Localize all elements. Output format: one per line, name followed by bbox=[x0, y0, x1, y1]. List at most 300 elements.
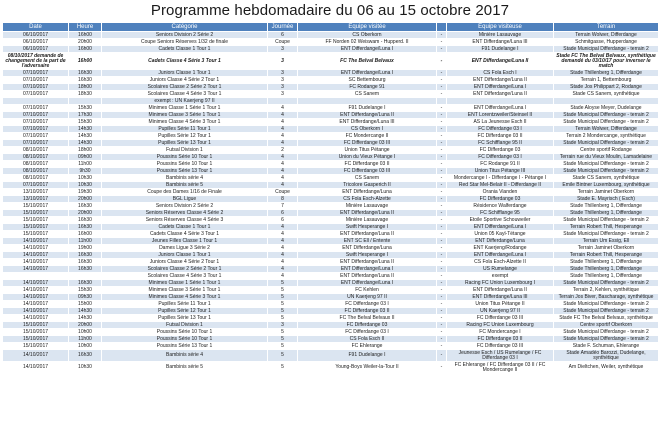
cell-separator: - bbox=[437, 105, 447, 112]
cell-time: 16h30 bbox=[69, 280, 102, 287]
cell-separator: - bbox=[437, 266, 447, 273]
cell-date: 14/10/2017 bbox=[3, 266, 69, 273]
cell-home-team bbox=[298, 98, 437, 105]
table-row bbox=[3, 315, 659, 322]
cell-home-team: FC Differdange 03 I bbox=[298, 329, 437, 336]
cell-time: 16h30 bbox=[69, 203, 102, 210]
cell-venue: Stade Thillenberg 1, Differdange bbox=[554, 259, 659, 266]
cell-date: 07/10/2017 bbox=[3, 91, 69, 98]
cell-round: 4 bbox=[268, 259, 298, 266]
cell-category: Juniors Classe 1 Tour 1 bbox=[102, 252, 268, 259]
cell-time: 14h30 bbox=[69, 126, 102, 133]
cell-round: 4 bbox=[268, 140, 298, 147]
cell-category: exempt : UN Kaerjeng 97 II bbox=[102, 98, 268, 105]
cell-round: 5 bbox=[268, 329, 298, 336]
cell-separator: - bbox=[437, 217, 447, 224]
cell-date: 14/10/2017 bbox=[3, 280, 69, 287]
cell-away-team: FC Differdange 03 bbox=[447, 147, 554, 154]
cell-category: Bambinis série 5 bbox=[102, 362, 268, 374]
cell-category: Jeunes Filles Classe 1 Tour 1 bbox=[102, 238, 268, 245]
cell-away-team: US Rumelange bbox=[447, 266, 554, 273]
cell-category: Seniors Division 2 Série 2 bbox=[102, 32, 268, 39]
cell-venue: Terrain 2 Mondercange, synthétique bbox=[554, 133, 659, 140]
cell-category: Bambinis série 5 bbox=[102, 182, 268, 189]
cell-venue: Stade FC The Belval Belvaux, synthétique bbox=[554, 315, 659, 322]
cell-away-team: ENT Lorentzweiler/Steinsel II bbox=[447, 112, 554, 119]
cell-date: 15/10/2017 bbox=[3, 329, 69, 336]
cell-round: Coupe bbox=[268, 39, 298, 46]
table-row bbox=[3, 231, 659, 238]
cell-venue: Stade Amadéo Barozzi, Dudelange, synthétique bbox=[554, 350, 659, 362]
table-row bbox=[3, 140, 659, 147]
cell-venue: Stade Municipal Differdange - terrain 2 bbox=[554, 112, 659, 119]
cell-separator: - bbox=[437, 84, 447, 91]
cell-separator: - bbox=[437, 189, 447, 196]
table-row bbox=[3, 84, 659, 91]
cell-date bbox=[3, 273, 69, 280]
cell-date: 07/10/2017 bbox=[3, 105, 69, 112]
cell-round: 3 bbox=[268, 322, 298, 329]
cell-home-team: Swift Hesperange I bbox=[298, 252, 437, 259]
cell-venue: Stade Municipal Differdange - terrain 2 bbox=[554, 308, 659, 315]
cell-category: Poussins Série 10 Tour 1 bbox=[102, 154, 268, 161]
cell-separator: - bbox=[437, 273, 447, 280]
cell-date: 07/10/2017 bbox=[3, 182, 69, 189]
cell-away-team: ENT Differdange/Luna I bbox=[447, 252, 554, 259]
table-row bbox=[3, 175, 659, 182]
cell-home-team: ENT Differdange/Luna II bbox=[298, 273, 437, 280]
cell-home-team: CS Oberkorn I bbox=[298, 126, 437, 133]
cell-time: 15h30 bbox=[69, 105, 102, 112]
cell-venue: Am Dieltchen, Weiler, synthétique bbox=[554, 362, 659, 374]
cell-venue: Stade Municipal Differdange - terrain 2 bbox=[554, 119, 659, 126]
cell-category: Minimes Classe 3 Série 1 Tour 1 bbox=[102, 112, 268, 119]
cell-category: Minimes Classe 3 Série 1 Tour 1 bbox=[102, 287, 268, 294]
table-row bbox=[3, 112, 659, 119]
cell-round: 4 bbox=[268, 245, 298, 252]
column-header-separator bbox=[437, 23, 447, 32]
cell-round: 4 bbox=[268, 182, 298, 189]
column-header-category: Catégorie bbox=[102, 23, 268, 32]
cell-home-team: ENT Differdange/Luna II bbox=[298, 112, 437, 119]
cell-separator: - bbox=[437, 280, 447, 287]
cell-home-team: Young-Boys Weiler-la-Tour II bbox=[298, 362, 437, 374]
column-header-home-team: Equipe visitée bbox=[298, 23, 437, 32]
cell-away-team: CS Fola Esch I bbox=[447, 70, 554, 77]
cell-date: 06/10/2017 bbox=[3, 32, 69, 39]
cell-category: Coupe Seniors Réserves 1/32 de finale bbox=[102, 39, 268, 46]
cell-away-team: Mondercange I - Differdange I - Pétange I bbox=[447, 175, 554, 182]
cell-separator: - bbox=[437, 70, 447, 77]
cell-separator: - bbox=[437, 154, 447, 161]
table-row bbox=[3, 322, 659, 329]
cell-away-team: ENT Differdange/Luna III bbox=[447, 294, 554, 301]
cell-separator: - bbox=[437, 53, 447, 70]
cell-separator: - bbox=[437, 245, 447, 252]
cell-separator: - bbox=[437, 301, 447, 308]
cell-category: Juniors Classe 4 Série 2 Tour 1 bbox=[102, 77, 268, 84]
cell-time: 20h00 bbox=[69, 196, 102, 203]
column-header-date: Date bbox=[3, 23, 69, 32]
cell-away-team: Racing FC Union Luxembourg bbox=[447, 322, 554, 329]
cell-venue: Stade Thillenberg 1, Differdange bbox=[554, 203, 659, 210]
cell-round: 3 bbox=[268, 91, 298, 98]
cell-home-team: FC Differdange 03 II bbox=[298, 308, 437, 315]
cell-venue: Stade Municipal Differdange - terrain 2 bbox=[554, 301, 659, 308]
cell-home-team: F91 Dudelange I bbox=[298, 105, 437, 112]
cell-away-team: Minière Lasauvage bbox=[447, 32, 554, 39]
column-header-time: Heure bbox=[69, 23, 102, 32]
cell-away-team: FC Mondercange I bbox=[447, 329, 554, 336]
cell-away-team: Jeunesse Esch / US Rumelange / FC Differdange 03 I bbox=[447, 350, 554, 362]
cell-separator: - bbox=[437, 315, 447, 322]
cell-round: 4 bbox=[268, 238, 298, 245]
cell-date: 14/10/2017 bbox=[3, 350, 69, 362]
table-row bbox=[3, 133, 659, 140]
cell-venue: Stade CS Sanem, synthétique bbox=[554, 175, 659, 182]
cell-category: Dames Ligue 3 Série 2 bbox=[102, 245, 268, 252]
cell-away-team: Union Titus Pétange II bbox=[447, 301, 554, 308]
cell-venue: Stade Municipal Differdange - terrain 2 bbox=[554, 140, 659, 147]
table-row bbox=[3, 329, 659, 336]
cell-round: 4 bbox=[268, 119, 298, 126]
cell-category: Pupilles Série 11 Tour 1 bbox=[102, 126, 268, 133]
cell-time: 9h30 bbox=[69, 168, 102, 175]
cell-away-team: FC Differdange 03 III bbox=[447, 315, 554, 322]
cell-category: Juniors Classe 4 Série 2 Tour 1 bbox=[102, 259, 268, 266]
cell-date: 08/10/2017 demande de changement de la part de l'adversaire bbox=[3, 53, 69, 70]
cell-time: 20h00 bbox=[69, 210, 102, 217]
cell-separator: - bbox=[437, 39, 447, 46]
cell-away-team: FC Differdange 03 I bbox=[447, 126, 554, 133]
cell-venue: Stade Thillenberg 1, Differdange bbox=[554, 70, 659, 77]
table-row bbox=[3, 147, 659, 154]
cell-away-team: FC Schifflange 95 II bbox=[447, 140, 554, 147]
cell-venue: Terrain Robert Thill, Hesperange bbox=[554, 252, 659, 259]
table-row bbox=[3, 182, 659, 189]
cell-home-team: ENT Differdange/Luna II bbox=[298, 210, 437, 217]
table-row bbox=[3, 119, 659, 126]
cell-date: 07/10/2017 bbox=[3, 140, 69, 147]
cell-separator: - bbox=[437, 32, 447, 39]
cell-separator: - bbox=[437, 168, 447, 175]
cell-venue: Stade Municipal Differdange - terrain 2 bbox=[554, 168, 659, 175]
cell-round: 3 bbox=[268, 46, 298, 53]
cell-round: 5 bbox=[268, 308, 298, 315]
cell-time: 11h00 bbox=[69, 161, 102, 168]
table-row bbox=[3, 189, 659, 196]
cell-away-team: ENT Differdange/Luna III bbox=[447, 39, 554, 46]
cell-time: 14h30 bbox=[69, 308, 102, 315]
cell-date: 14/10/2017 bbox=[3, 287, 69, 294]
cell-round: 5 bbox=[268, 362, 298, 374]
cell-time: 20h00 bbox=[69, 39, 102, 46]
cell-venue: Stade Municipal Differdange - terrain 2 bbox=[554, 231, 659, 238]
cell-venue: Emile Bintner Luxembourg, synthétique bbox=[554, 182, 659, 189]
cell-time bbox=[69, 273, 102, 280]
cell-round: 4 bbox=[268, 224, 298, 231]
cell-home-team: Minière Lasauvage bbox=[298, 217, 437, 224]
cell-home-team: CS Fola Esch II bbox=[298, 336, 437, 343]
cell-home-team: FC Differdange 03 III bbox=[298, 140, 437, 147]
cell-separator: - bbox=[437, 224, 447, 231]
cell-venue: Terrain Robert Thill, Hesperange bbox=[554, 224, 659, 231]
cell-home-team: FC Differdange 03 II bbox=[298, 161, 437, 168]
table-row bbox=[3, 217, 659, 224]
cell-round: 5 bbox=[268, 294, 298, 301]
cell-category: Minimes Classe 4 Série 3 Tour 1 bbox=[102, 119, 268, 126]
cell-time: 14h30 bbox=[69, 133, 102, 140]
cell-time: 10h30 bbox=[69, 175, 102, 182]
table-row bbox=[3, 238, 659, 245]
cell-venue: Terrain Jos Biver, Bascharage, synthétique bbox=[554, 294, 659, 301]
cell-home-team: Swift Hesperange I bbox=[298, 224, 437, 231]
table-row bbox=[3, 105, 659, 112]
cell-date: 13/10/2017 bbox=[3, 196, 69, 203]
cell-time: 16h00 bbox=[69, 46, 102, 53]
cell-away-team: FC Differdange 03 II bbox=[447, 336, 554, 343]
cell-home-team: SC Bettembourg bbox=[298, 77, 437, 84]
cell-date: 15/10/2017 bbox=[3, 224, 69, 231]
cell-time: 16h30 bbox=[69, 350, 102, 362]
schedule-table bbox=[2, 22, 659, 374]
table-row bbox=[3, 224, 659, 231]
cell-separator: - bbox=[437, 126, 447, 133]
cell-away-team: F91 Dudelange I bbox=[447, 46, 554, 53]
cell-separator: - bbox=[437, 287, 447, 294]
cell-separator: - bbox=[437, 308, 447, 315]
cell-round: 5 bbox=[268, 315, 298, 322]
cell-category: Cadets Classe 4 Série 3 Tour 1 bbox=[102, 231, 268, 238]
cell-date: 14/10/2017 bbox=[3, 362, 69, 374]
cell-category: Minimes Classe 4 Série 3 Tour 1 bbox=[102, 294, 268, 301]
cell-date: 15/10/2017 bbox=[3, 231, 69, 238]
cell-time: 16h30 bbox=[69, 224, 102, 231]
cell-time: 15h30 bbox=[69, 287, 102, 294]
cell-venue: Terrain 2, Kehlen, synthétique bbox=[554, 287, 659, 294]
cell-time: 16h00 bbox=[69, 32, 102, 39]
cell-round: 3 bbox=[268, 70, 298, 77]
cell-separator: - bbox=[437, 182, 447, 189]
cell-time: 16h00 bbox=[69, 53, 102, 70]
cell-time: 16h30 bbox=[69, 259, 102, 266]
cell-date: 14/10/2017 bbox=[3, 308, 69, 315]
cell-away-team: UN Kaerjeng 97 II bbox=[447, 308, 554, 315]
cell-round: 2 bbox=[268, 147, 298, 154]
table-row bbox=[3, 91, 659, 98]
table-header-row bbox=[3, 23, 659, 32]
cell-time: 18h00 bbox=[69, 147, 102, 154]
cell-date bbox=[3, 98, 69, 105]
cell-category: Pupilles Série 11 Tour 1 bbox=[102, 301, 268, 308]
cell-time: 10h30 bbox=[69, 362, 102, 374]
cell-home-team: ENT Differdange/Luna II bbox=[298, 259, 437, 266]
cell-date: 14/10/2017 bbox=[3, 294, 69, 301]
cell-separator: - bbox=[437, 336, 447, 343]
cell-separator: - bbox=[437, 252, 447, 259]
cell-category: Coupe des Dames 1/16 de Finale bbox=[102, 189, 268, 196]
cell-separator: - bbox=[437, 203, 447, 210]
cell-date: 07/10/2017 bbox=[3, 70, 69, 77]
cell-round: 5 bbox=[268, 280, 298, 287]
cell-separator: - bbox=[437, 140, 447, 147]
cell-time: 15h00 bbox=[69, 301, 102, 308]
cell-time: 14h30 bbox=[69, 140, 102, 147]
cell-away-team: FC Differdange 03 bbox=[447, 196, 554, 203]
cell-round: 8 bbox=[268, 196, 298, 203]
column-header-round: Journée bbox=[268, 23, 298, 32]
cell-home-team: ENT Differdange/Luna I bbox=[298, 266, 437, 273]
cell-category: Cadets Classe 1 Tour 1 bbox=[102, 224, 268, 231]
cell-time: 11h00 bbox=[69, 238, 102, 245]
cell-away-team: Union Titus Pétange III bbox=[447, 168, 554, 175]
cell-date: 06/10/2017 bbox=[3, 46, 69, 53]
cell-date: 07/10/2017 bbox=[3, 84, 69, 91]
cell-away-team: CS Fola Esch-Alzette II bbox=[447, 259, 554, 266]
cell-home-team: FC Mondercange II bbox=[298, 133, 437, 140]
cell-venue: Stade Municipal Differdange - terrain 2 bbox=[554, 280, 659, 287]
cell-away-team: ENT Kaerjeng/Rodange bbox=[447, 245, 554, 252]
cell-away-team: FC Schifflange 95 bbox=[447, 210, 554, 217]
cell-time: 16h30 bbox=[69, 77, 102, 84]
cell-venue: Stade Thillenberg 1, Differdange bbox=[554, 266, 659, 273]
cell-separator: - bbox=[437, 322, 447, 329]
cell-separator: - bbox=[437, 210, 447, 217]
cell-date: 07/10/2017 bbox=[3, 133, 69, 140]
cell-home-team: FC Rodange 91 bbox=[298, 84, 437, 91]
cell-venue: Schmitgasse, Hupperdange bbox=[554, 39, 659, 46]
cell-separator: - bbox=[437, 238, 447, 245]
cell-away-team: FC Ehlerange / FC Differdange 03 II / FC Mondercange II bbox=[447, 362, 554, 374]
cell-category: Pupilles Série 13 Tour 1 bbox=[102, 140, 268, 147]
cell-category: Poussins Série 10 Tour 1 bbox=[102, 336, 268, 343]
cell-separator bbox=[437, 98, 447, 105]
cell-round: 4 bbox=[268, 126, 298, 133]
cell-home-team: FC The Belval Belvaux II bbox=[298, 315, 437, 322]
cell-category: Scolaires Classe 4 Série 3 Tour 1 bbox=[102, 273, 268, 280]
cell-home-team: ENT Differdange/Luna III bbox=[298, 119, 437, 126]
cell-round: 5 bbox=[268, 336, 298, 343]
cell-category: Futsal Division 1 bbox=[102, 322, 268, 329]
column-header-away-team: Equipe visiteuse bbox=[447, 23, 554, 32]
cell-category: Scolaires Classe 2 Série 2 Tour 1 bbox=[102, 84, 268, 91]
cell-date: 08/10/2017 bbox=[3, 168, 69, 175]
cell-category: Seniors Division 2 Série 2 bbox=[102, 203, 268, 210]
cell-venue: Centre sportif Rodange bbox=[554, 147, 659, 154]
cell-category: Poussins Série 10 Tour 1 bbox=[102, 329, 268, 336]
table-row bbox=[3, 245, 659, 252]
cell-separator: - bbox=[437, 112, 447, 119]
cell-separator: - bbox=[437, 329, 447, 336]
cell-away-team: Etoile Sportive Schouweiler bbox=[447, 217, 554, 224]
cell-away-team: FC Differdange 03 III bbox=[447, 343, 554, 350]
cell-home-team: F91 Dudelange I bbox=[298, 350, 437, 362]
cell-venue: Terrain Jaminet Oberkorn bbox=[554, 189, 659, 196]
cell-category: Minimes Classe 1 Série 1 Tour 1 bbox=[102, 105, 268, 112]
cell-date: 15/10/2017 bbox=[3, 336, 69, 343]
cell-time: 17h30 bbox=[69, 112, 102, 119]
page-title: Programme hebdomadaire du 06 au 15 octobre 2017 bbox=[150, 2, 510, 19]
cell-home-team: FC Differdange 03 III bbox=[298, 168, 437, 175]
cell-away-team: exempt bbox=[447, 273, 554, 280]
cell-home-team: CS Oberkorn bbox=[298, 32, 437, 39]
cell-date: 07/10/2017 bbox=[3, 112, 69, 119]
cell-home-team: FC The Belval Belvaux bbox=[298, 53, 437, 70]
cell-round: 4 bbox=[268, 105, 298, 112]
cell-separator: - bbox=[437, 133, 447, 140]
table-row bbox=[3, 53, 659, 70]
cell-venue: Stade Municipal Differdange - terrain 2 bbox=[554, 161, 659, 168]
cell-venue: Terrain 1, Bettembourg bbox=[554, 77, 659, 84]
cell-time: 16h00 bbox=[69, 231, 102, 238]
cell-round: Coupe bbox=[268, 189, 298, 196]
cell-separator: - bbox=[437, 161, 447, 168]
table-row bbox=[3, 350, 659, 362]
cell-date: 14/10/2017 bbox=[3, 259, 69, 266]
cell-date: 08/10/2017 bbox=[3, 147, 69, 154]
cell-time: 16h30 bbox=[69, 217, 102, 224]
cell-venue: Stade Municipal Differdange - terrain 2 bbox=[554, 329, 659, 336]
cell-separator: - bbox=[437, 350, 447, 362]
table-row bbox=[3, 32, 659, 39]
cell-category: Bambinis série 4 bbox=[102, 175, 268, 182]
cell-category: Pupilles Série 13 Tour 1 bbox=[102, 315, 268, 322]
cell-separator: - bbox=[437, 119, 447, 126]
cell-round: 4 bbox=[268, 168, 298, 175]
cell-time bbox=[69, 98, 102, 105]
table-row bbox=[3, 196, 659, 203]
cell-home-team: CS Sanem bbox=[298, 91, 437, 98]
cell-time: 14h30 bbox=[69, 315, 102, 322]
cell-separator: - bbox=[437, 362, 447, 374]
cell-time: 16h30 bbox=[69, 70, 102, 77]
table-row bbox=[3, 168, 659, 175]
cell-round: 3 bbox=[268, 53, 298, 70]
cell-home-team: Union Titus Pétange bbox=[298, 147, 437, 154]
cell-separator: - bbox=[437, 46, 447, 53]
cell-away-team: Red Star Mel-Belair II - Differdange II bbox=[447, 182, 554, 189]
cell-away-team bbox=[447, 98, 554, 105]
table-row bbox=[3, 98, 659, 105]
cell-home-team: ENT Differdange/Luna I bbox=[298, 70, 437, 77]
cell-home-team: FC Ehlerange bbox=[298, 343, 437, 350]
cell-venue: Stade Thillenberg 1, Differdange bbox=[554, 273, 659, 280]
table-row bbox=[3, 301, 659, 308]
cell-round bbox=[268, 98, 298, 105]
cell-venue: Stade E. Mayrisch ( Esch) bbox=[554, 196, 659, 203]
cell-time: 16h30 bbox=[69, 252, 102, 259]
cell-away-team: FC Differdange 03 II bbox=[447, 133, 554, 140]
cell-date: 14/10/2017 bbox=[3, 315, 69, 322]
cell-date: 07/10/2017 bbox=[3, 77, 69, 84]
cell-category: Poussins Série 10 Tour 1 bbox=[102, 161, 268, 168]
table-row bbox=[3, 343, 659, 350]
cell-round: 6 bbox=[268, 32, 298, 39]
cell-date: 15/10/2017 bbox=[3, 322, 69, 329]
cell-separator: - bbox=[437, 343, 447, 350]
cell-round: 4 bbox=[268, 231, 298, 238]
cell-home-team: ENT Differdange/Luna bbox=[298, 245, 437, 252]
cell-venue: Stade Jos Philippart 2, Rodange bbox=[554, 84, 659, 91]
cell-separator: - bbox=[437, 77, 447, 84]
cell-date: 15/10/2017 bbox=[3, 210, 69, 217]
cell-round: 4 bbox=[268, 273, 298, 280]
cell-venue: Stade F. Schuman, Ehlerange bbox=[554, 343, 659, 350]
cell-round: 3 bbox=[268, 77, 298, 84]
cell-separator: - bbox=[437, 175, 447, 182]
cell-round: 4 bbox=[268, 266, 298, 273]
cell-venue: Stade Thillenberg 1, Differdange bbox=[554, 210, 659, 217]
